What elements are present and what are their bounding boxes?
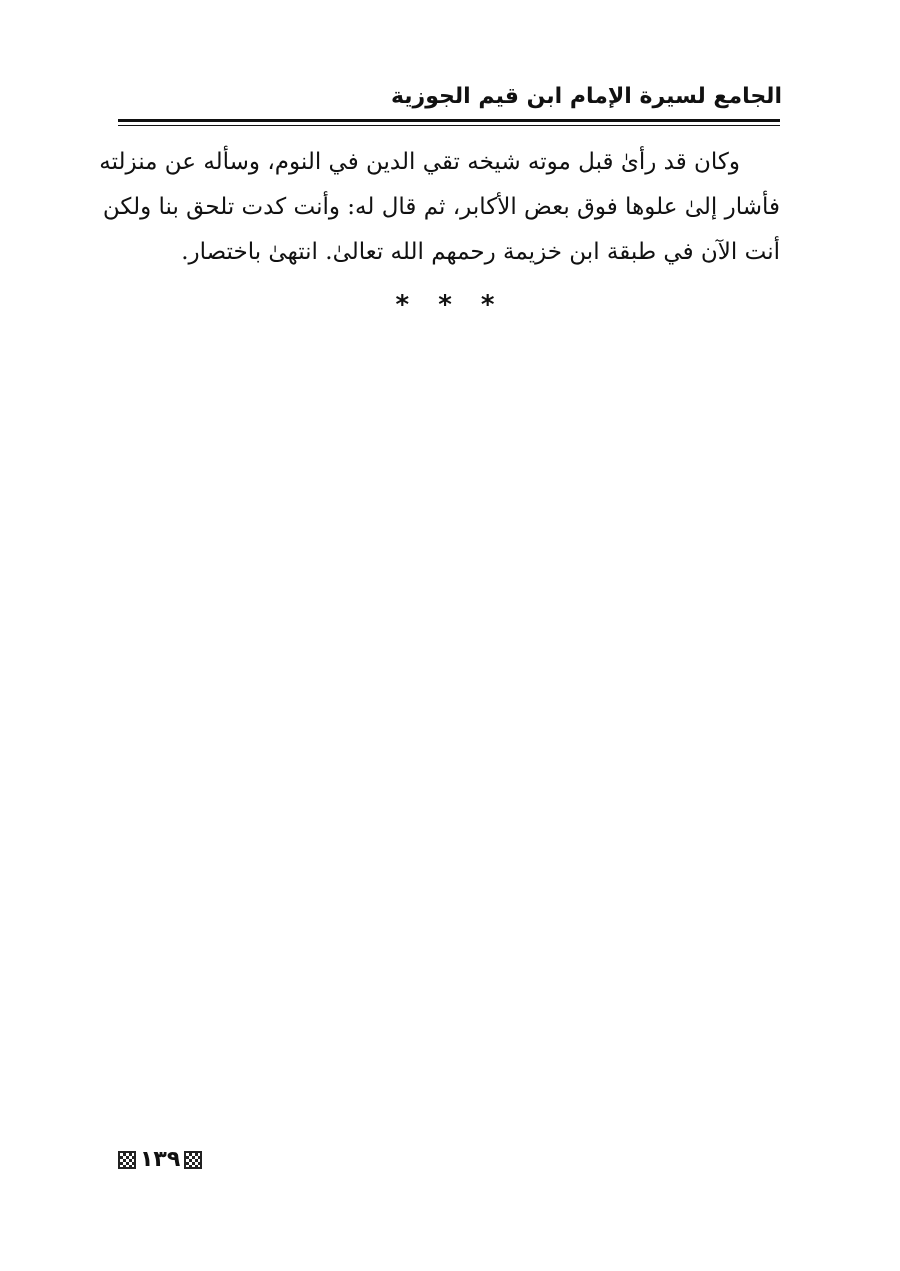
- body-line-3: أنت الآن في طبقة ابن خزيمة رحمهم الله تعالىٰ. انتهىٰ باختصار.: [181, 239, 780, 265]
- page-number: ١٣٩: [140, 1147, 181, 1172]
- ornament-right-icon: [184, 1151, 202, 1169]
- body-line-2: فأشار إلىٰ علوها فوق بعض الأكابر، ثم قال له: وأنت كدت تلحق بنا ولكن: [102, 194, 780, 220]
- ornament-left-icon: [118, 1151, 136, 1169]
- body-paragraph: [99, 140, 780, 275]
- section-divider-asterisks: * * *: [395, 290, 505, 320]
- page-number-block: [118, 1146, 202, 1174]
- header-rule-thick: [118, 119, 780, 122]
- running-header-title: الجامع لسيرة الإمام ابن قيم الجوزية: [390, 84, 782, 109]
- header-rule-thin: [118, 125, 780, 126]
- body-line-1: وكان قد رأىٰ قبل موته شيخه تقي الدين في النوم، وسأله عن منزلته: [99, 149, 740, 175]
